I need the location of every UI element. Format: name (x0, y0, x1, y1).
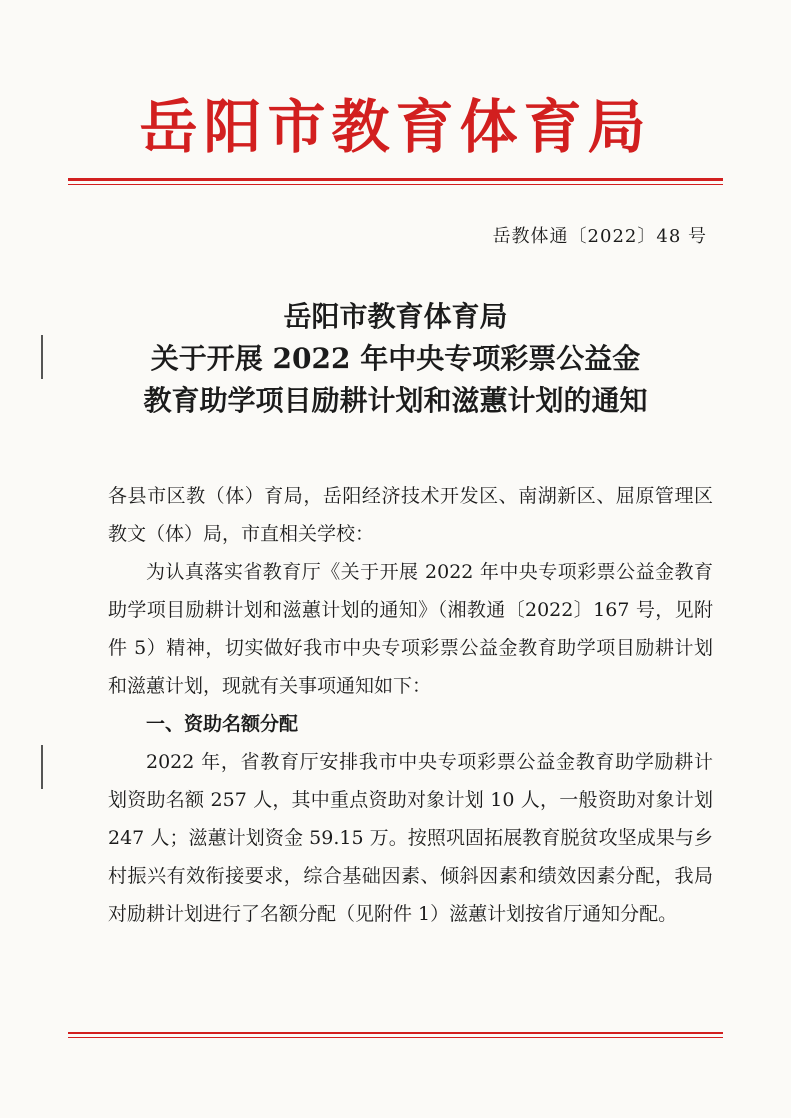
addressee-paragraph: 各县市区教（体）育局，岳阳经济技术开发区、南湖新区、屈原管理区教文（体）局，市直相关学校： (108, 485, 713, 545)
document-title (0, 296, 791, 422)
document-body (108, 477, 713, 933)
title-line-3: 教育助学项目励耕计划和滋蕙计划的通知 (143, 384, 648, 417)
footer-red-rule (68, 1032, 723, 1034)
binding-mark-bottom (41, 745, 43, 789)
footer-red-rule-thin (68, 1037, 723, 1038)
section-1-heading: 一、资助名额分配 (146, 713, 299, 735)
header-red-rule-thin (68, 184, 723, 185)
intro-paragraph: 为认真落实省教育厅《关于开展 2022 年中央专项彩票公益金教育助学项目励耕计划和滋蕙计划的通知》（湘教通〔2022〕167 号，见附件 5）精神，切实做好我市中央专项彩票公益金教育助学项目励耕计划和滋蕙计划，现就有关事项通知如下： (108, 561, 713, 697)
header-red-rule (68, 178, 723, 181)
red-header-org-name: 岳阳市教育体育局 (139, 93, 652, 161)
title-line-1: 岳阳市教育体育局 (283, 300, 508, 333)
document-number: 岳教体通〔2022〕48 号 (492, 226, 707, 247)
title-line-2: 关于开展 2022 年中央专项彩票公益金 (150, 342, 641, 375)
section-1-paragraph: 2022 年，省教育厅安排我市中央专项彩票公益金教育助学励耕计划资助名额 257 人，其中重点资助对象计划 10 人，一般资助对象计划 247 人；滋蕙计划资金 59.15 万。按照巩固拓展教育脱贫攻坚成果与乡村振兴有效衔接要求，综合基础因素、倾斜因素和绩效因素分配，我局对励耕计划进行了名额分配（见附件 1）滋蕙计划按省厅通知分配。 (108, 751, 713, 925)
